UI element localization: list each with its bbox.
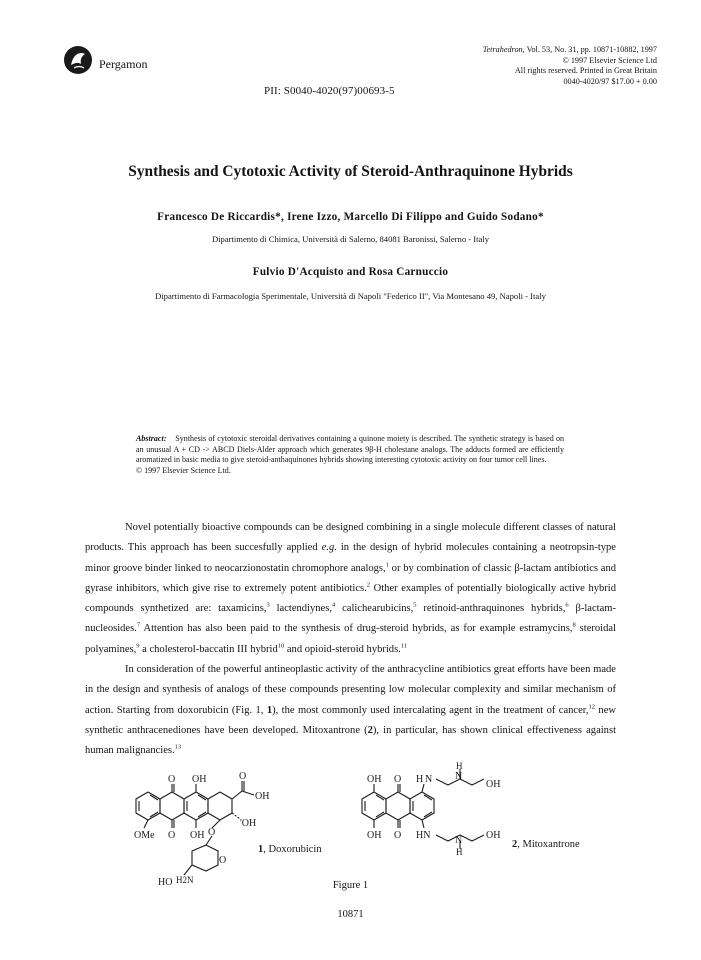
text-run: new synthetic anthracenediones have been developed. Mitoxantrone ( <box>85 704 616 736</box>
page-number: 10871 <box>337 909 364 920</box>
label-oxygen: O <box>208 827 216 838</box>
label-hydrogen: H <box>416 774 424 785</box>
label-hydroxyl: HO <box>158 877 173 888</box>
text-run: steroidal polyamines, <box>85 623 616 655</box>
reference: 6 <box>565 601 569 609</box>
text-run: and opioid-steroid hybrids. <box>284 643 401 655</box>
label-methoxy: OMe <box>134 830 155 841</box>
label-oxygen: O <box>219 855 227 866</box>
reference: 2 <box>366 581 371 589</box>
text-run: Attention has also been paid to the synthesis of drug-steroid hybrids, as for example estramycins, <box>140 623 573 635</box>
figure-caption: Figure 1 <box>332 880 369 891</box>
pii: PII: S0040-4020(97)00693-5 <box>264 85 395 97</box>
label-hydroxyl: OH <box>367 774 382 785</box>
pergamon-logo <box>63 45 93 75</box>
article-title: Synthesis and Cytotoxic Activity of Steroid-Anthraquinone Hybrids <box>128 163 573 180</box>
label-hydrogen: H <box>456 847 463 857</box>
authors-group-1: Francesco De Riccardis*, Irene Izzo, Marcello Di Filippo and Guido Sodano* <box>157 211 544 223</box>
label-hydroxyl: OH <box>486 779 501 790</box>
compound-ref: 2 <box>367 724 373 736</box>
affiliation-1: Dipartimento di Chimica, Università di Salerno, 84081 Baronissi, Salerno - Italy <box>211 234 490 244</box>
label-nitrogen: N <box>455 771 463 782</box>
reference: 4 <box>331 601 336 609</box>
rights-line: All rights reserved. Printed in Great Britain <box>514 66 657 76</box>
text-run: ), the most commonly used intercalating agent in the treatment of cancer, <box>272 704 589 716</box>
label-hydroxyl: OH <box>192 774 207 785</box>
paragraph-1 <box>85 518 616 660</box>
label-oxygen: O <box>394 830 402 841</box>
label-oxygen: O <box>168 774 176 785</box>
text-run: calichearubicins, <box>335 603 414 615</box>
issn-line: 0040-4020/97 $17.00 + 0.00 <box>563 76 657 86</box>
reference: 1 <box>385 561 389 569</box>
text-run-italic: e.g. <box>321 542 337 554</box>
journal-citation <box>483 45 657 87</box>
text-run: Novel potentially bioactive compounds can be designed combining in a single molecule different classes of natural products. This approach has been succesfully applied <box>85 522 616 554</box>
label-amine: H2N <box>176 875 194 885</box>
journal-name: Tetrahedron, <box>482 45 525 54</box>
text-run: lactendiynes, <box>269 603 332 615</box>
authors-group-2: Fulvio D'Acquisto and Rosa Carnuccio <box>252 266 449 278</box>
label-hydrogen: H <box>456 761 463 771</box>
label-oxygen: O <box>239 771 247 782</box>
label-amine: HN <box>416 830 431 841</box>
doxorubicin-structure <box>136 781 257 875</box>
abstract-text: Synthesis of cytotoxic steroidal derivatives containing a quinone moiety is described. The synthetic strategy is based on an unusual A + CD -> ABCD Diels-Alder approach which generates 9β-H cholestane analogs. The adducts formed are efficiently aromatized in basic media to give steroid-anthaquinones hybrids showing interesting cytotoxic activity on four tumor cell lines. <box>136 434 564 465</box>
compound-ref: 1 <box>266 704 273 716</box>
compound-1-label: 1, Doxorubicin <box>258 844 322 855</box>
text-run: In consideration of the powerful antineoplastic activity of the anthracycline antibiotics great efforts have been made in the design and synthesis of analogs of these compounds presenting low molecular complexity and similar mechanism of action. Starting from doxorubicin (Fig. 1, <box>85 664 616 716</box>
citation-details: Vol. 53, No. 31, pp. 10871-10882, 1997 <box>526 45 657 54</box>
doxorubicin-labels <box>134 771 269 888</box>
compound-2-label: 2, Mitoxantrone <box>512 839 580 850</box>
text-run: retinoid-anthraquinones hybrids, <box>416 603 566 615</box>
text-run: Other examples of potentially biologically active hybrid compounds synthetized are: taxamicins, <box>85 582 616 615</box>
label-hydroxyl: OH <box>190 830 205 841</box>
paragraph-2 <box>85 660 616 761</box>
text-run: in the design of hybrid molecules containing a neotropsin-type minor groove binder linked to neocarzionostatin chromophore analogs, <box>85 542 616 574</box>
copyright-line: © 1997 Elsevier Science Ltd <box>562 55 657 65</box>
abstract <box>136 434 564 476</box>
label-hydroxyl: 'OH <box>240 818 257 829</box>
reference: 9 <box>136 642 140 650</box>
label-hydroxyl: OH <box>486 830 501 841</box>
label-hydroxyl: OH <box>367 830 382 841</box>
reference: 12 <box>588 703 596 711</box>
chemical-structures <box>100 761 620 891</box>
label-oxygen: O <box>394 774 402 785</box>
reference: 7 <box>136 621 141 629</box>
text-run: β-lactam-nucleosides. <box>85 603 616 635</box>
label-hydroxyl: OH <box>255 791 270 802</box>
text-run: ), in particular, has shown clinical effectiveness against human malignancies. <box>85 724 616 757</box>
reference: 3 <box>266 601 270 609</box>
reference: 8 <box>572 621 576 629</box>
reference: 11 <box>400 642 408 650</box>
reference: 13 <box>174 743 182 751</box>
publisher-name: Pergamon <box>99 57 148 71</box>
reference: 5 <box>413 601 417 609</box>
figure-1 <box>100 761 620 891</box>
label-nitrogen: N <box>455 835 463 846</box>
affiliation-2: Dipartimento di Farmacologia Sperimentale, Università di Napoli "Federico II", Via Montesano 49, Napoli - Italy <box>155 291 546 301</box>
abstract-copyright: © 1997 Elsevier Science Ltd. <box>136 465 231 475</box>
label-oxygen: O <box>168 830 176 841</box>
text-run: or by combination of classic β-lactam antibiotics and gyrase inhibitors, which give rise to extremely potent antibiotics. <box>85 562 617 594</box>
text-run: a cholesterol-baccatin III hybrid <box>139 643 278 655</box>
body-text <box>85 518 616 762</box>
label-nitrogen: N <box>425 774 433 785</box>
reference: 10 <box>277 642 285 650</box>
abstract-label: Abstract: <box>136 434 167 443</box>
